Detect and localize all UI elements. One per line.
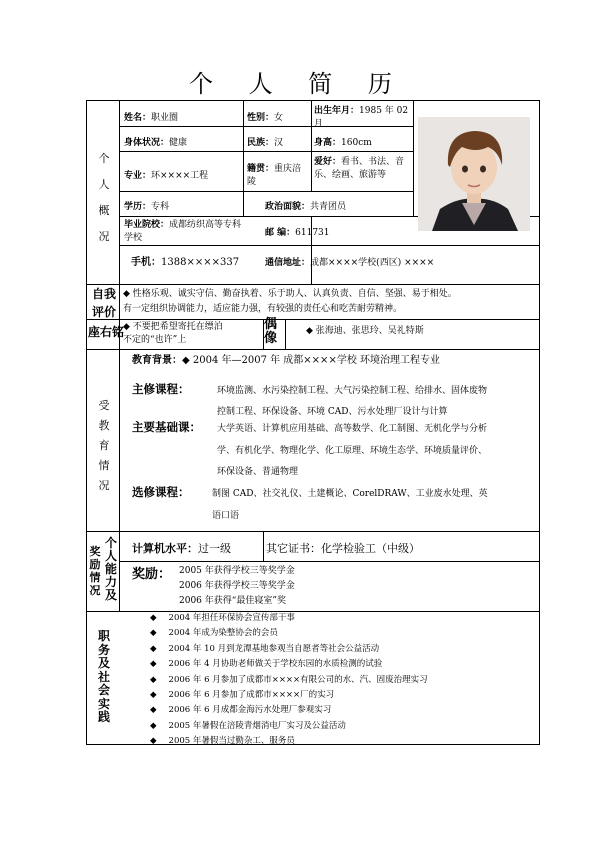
motto-label: 座右铭 — [88, 325, 125, 339]
practice-item-text: 2006 年 6 月参加了成都市××××厂的实习 — [168, 690, 335, 700]
phone-label: 手机： — [131, 257, 161, 268]
label-char: 奖 — [89, 545, 101, 558]
label-char: 职 — [97, 629, 110, 643]
label-char: 践 — [97, 710, 110, 724]
practice-item — [150, 612, 295, 625]
basic-courses-line1: 大学英语、计算机应用基础、高等数学、化工制图、无机化学与分析 — [217, 424, 488, 434]
label-char: 教 — [98, 419, 110, 432]
gender-field — [247, 112, 283, 125]
label-char: 能 — [104, 562, 117, 576]
main-courses-label: 主修课程： — [132, 382, 190, 396]
birth-field — [314, 105, 410, 131]
major-value: 环××××工程 — [151, 171, 209, 181]
label-char: 个 — [98, 152, 110, 165]
row-divider — [87, 531, 539, 532]
bullet-icon: ◆ — [150, 659, 157, 670]
height-value: 160cm — [341, 138, 372, 148]
label-char: 及 — [97, 656, 110, 670]
skills-label-col-a — [102, 537, 120, 602]
col-divider — [311, 101, 312, 191]
practice-item-text: 2004 年担任环保协会宣传部干事 — [168, 613, 295, 623]
basic-courses-label: 主要基础课： — [132, 420, 201, 434]
label-line: 评价 — [91, 305, 116, 319]
school-field — [124, 219, 244, 245]
practice-item — [150, 689, 334, 702]
practice-item — [150, 720, 346, 733]
computer-label: 计算机水平： — [132, 542, 198, 555]
practice-item — [150, 643, 379, 656]
origin-value: 重庆涪陵 — [247, 164, 302, 187]
motto-line2: 不定的“也许”上 — [123, 335, 187, 345]
label-char: 人 — [98, 178, 110, 191]
self-eval-line2: 有一定组织协调能力，适应能力强，有较强的责任心和吃苦耐劳精神。 — [123, 304, 403, 314]
label-line: 自我 — [91, 287, 116, 301]
birth-label: 出生年月： — [314, 106, 360, 116]
practice-section-label — [92, 630, 116, 725]
health-field — [124, 137, 187, 150]
bullet-icon: ◆ — [150, 720, 157, 731]
self-eval-label — [88, 285, 120, 321]
postcode-field — [265, 227, 330, 240]
health-label: 身体状况： — [124, 138, 170, 148]
birth-value: 1985 年 02 月 — [314, 106, 409, 129]
politics-label: 政治面貌： — [265, 202, 311, 212]
height-field — [314, 137, 372, 150]
practice-item-text: 2006 年 4 月协助老师做关于学校东园的水质检测的试验 — [168, 659, 383, 670]
label-char: 受 — [98, 399, 110, 412]
edu-background — [132, 354, 440, 367]
ethnicity-label: 民族： — [247, 138, 275, 148]
bullet-icon: ◆ — [150, 643, 157, 654]
name-value: 职业圈 — [151, 113, 179, 123]
education-section-label — [92, 396, 116, 496]
label-char: 社 — [97, 669, 110, 684]
practice-item — [150, 627, 278, 640]
ethnicity-field — [247, 137, 283, 150]
child-portrait-icon — [418, 117, 530, 231]
skills-section-label — [88, 535, 120, 605]
label-char: 育 — [98, 439, 110, 452]
school-value: 成都纺织高等专科学校 — [124, 220, 242, 243]
school-label: 毕业院校： — [124, 220, 170, 230]
degree-value: 专科 — [151, 202, 170, 212]
major-field — [124, 170, 208, 183]
basic-section-label — [92, 146, 116, 250]
phone-field — [131, 256, 239, 269]
label-line: 像 — [264, 331, 278, 346]
main-courses-line1: 环境监测、水污染控制工程、大气污染控制工程、给排水、固体废物 — [217, 386, 488, 396]
health-value: 健康 — [169, 138, 188, 148]
row-divider — [87, 284, 539, 285]
politics-field — [265, 201, 346, 214]
practice-item-text: 2006 年 6 月成都金海污水处理厂参观实习 — [168, 705, 332, 716]
practice-item-text: 2005 年暑假当过勤杂工、服务员 — [168, 736, 295, 747]
practice-item — [150, 674, 428, 687]
address-value: 成都××××学校(西区) ×××× — [310, 258, 435, 268]
elective-line1: 制图 CAD、社交礼仪、土建概论、CorelDRAW、工业废水处理、英 — [212, 489, 488, 499]
col-divider — [413, 101, 414, 216]
page-title: 个 人 简 历 — [189, 70, 406, 98]
gender-label: 性别： — [247, 113, 275, 123]
address-field — [265, 257, 434, 270]
elective-line2: 语口语 — [212, 511, 240, 521]
label-char: 人 — [104, 549, 117, 563]
bullet-icon: ◆ — [150, 613, 157, 623]
ethnicity-value: 汉 — [274, 138, 284, 148]
row-divider — [119, 151, 413, 152]
col-divider — [263, 531, 264, 561]
address-label: 通信地址： — [265, 258, 311, 268]
award-item: 2006 年获得“最佳寝室”奖 — [179, 596, 286, 606]
practice-item — [150, 735, 295, 748]
practice-item — [150, 658, 382, 671]
bullet-icon: ◆ — [150, 674, 157, 685]
politics-value: 共青团员 — [310, 202, 347, 212]
bullet-icon: ◆ — [150, 690, 157, 700]
certificates — [266, 542, 420, 555]
label-char: 务 — [97, 642, 110, 657]
motto-line1: ◆ 不要把希望寄托在缥泊 — [123, 322, 223, 332]
label-char: 励 — [89, 558, 101, 571]
label-char: 情 — [89, 571, 101, 584]
basic-courses-line2: 学、有机化学、物理化学、化工原理、环境生态学、环境质量评价、 — [217, 446, 488, 456]
elective-label: 选修课程： — [132, 485, 190, 499]
col-divider — [243, 101, 244, 216]
origin-label: 籍贯： — [247, 164, 275, 174]
awards-label: 奖励： — [132, 567, 172, 582]
main-courses-line2: 控制工程、环保设备、环境 CAD、污水处理厂设计与计算 — [217, 407, 448, 417]
label-char: 况 — [98, 230, 110, 243]
label-char: 实 — [97, 696, 110, 711]
postcode-value: 611731 — [295, 228, 330, 238]
skills-label-col-b — [88, 545, 102, 597]
practice-item-text: 2004 年 10 月到龙潭基地参观当自愿者等社会公益活动 — [168, 643, 380, 654]
row-divider — [119, 561, 539, 562]
row-divider — [87, 349, 539, 350]
degree-label: 学历： — [124, 202, 152, 212]
name-label: 姓名： — [124, 113, 152, 123]
edu-background-label: 教育背景： — [132, 355, 182, 366]
computer-value: 过一级 — [198, 542, 231, 555]
computer-level — [132, 542, 231, 555]
idol-label — [264, 318, 277, 346]
practice-item-text: 2005 年暑假在涪陵青烟消电厂实习及公益活动 — [168, 720, 346, 731]
col-divider — [119, 101, 120, 284]
bullet-icon: ◆ — [150, 628, 157, 639]
row-divider — [119, 245, 539, 246]
row-divider — [119, 191, 413, 192]
label-char: 况 — [89, 584, 101, 597]
gender-value: 女 — [274, 113, 284, 123]
bullet-icon: ◆ — [150, 736, 157, 747]
hobby-field — [314, 156, 406, 182]
name-field — [124, 112, 178, 125]
label-line: 偶 — [264, 317, 278, 332]
cert-label: 其它证书： — [266, 542, 321, 555]
label-char: 概 — [98, 204, 110, 217]
degree-field — [124, 201, 169, 214]
portrait-photo — [418, 117, 530, 231]
bullet-icon: ◆ — [150, 705, 157, 716]
award-item: 2006 年获得学校三等奖学金 — [179, 581, 295, 591]
col-divider — [285, 319, 286, 349]
major-label: 专业： — [124, 171, 152, 181]
phone-value: 1388××××337 — [161, 257, 240, 268]
hobby-value: 看书、书法、音乐、绘画、旅游等 — [314, 157, 405, 180]
practice-item-text: 2006 年 6 月参加了成都市××××有限公司的水、汽、固废治理实习 — [168, 674, 428, 685]
label-char: 会 — [97, 683, 110, 697]
label-char: 及 — [104, 588, 117, 602]
self-eval-line1: ◆ 性格乐观、诚实守信、勤奋执着、乐于助人、认真负责、自信、坚强、易于相处。 — [123, 289, 457, 299]
label-char: 况 — [98, 479, 110, 492]
row-divider — [87, 319, 539, 320]
origin-field — [247, 163, 309, 189]
idol-text: ◆ 张海迪、张思玲、吴礼特斯 — [306, 326, 424, 336]
label-char: 力 — [104, 575, 117, 589]
label-char: 情 — [98, 459, 110, 472]
edu-background-value: ◆ 2004 年—2007 年 成都××××学校 环境治理工程专业 — [182, 355, 440, 366]
postcode-label: 邮 编： — [265, 228, 296, 238]
basic-courses-line3: 环保设备、普通物理 — [217, 467, 299, 477]
label-char: 个 — [104, 536, 117, 550]
practice-item — [150, 704, 331, 717]
cert-value: 化学检验工（中级） — [321, 542, 420, 555]
practice-item-text: 2004 年成为染整协会的会员 — [168, 628, 278, 639]
height-label: 身高： — [314, 138, 342, 148]
hobby-label: 爱好： — [314, 157, 342, 167]
award-item: 2005 年获得学校三等奖学金 — [179, 566, 295, 576]
